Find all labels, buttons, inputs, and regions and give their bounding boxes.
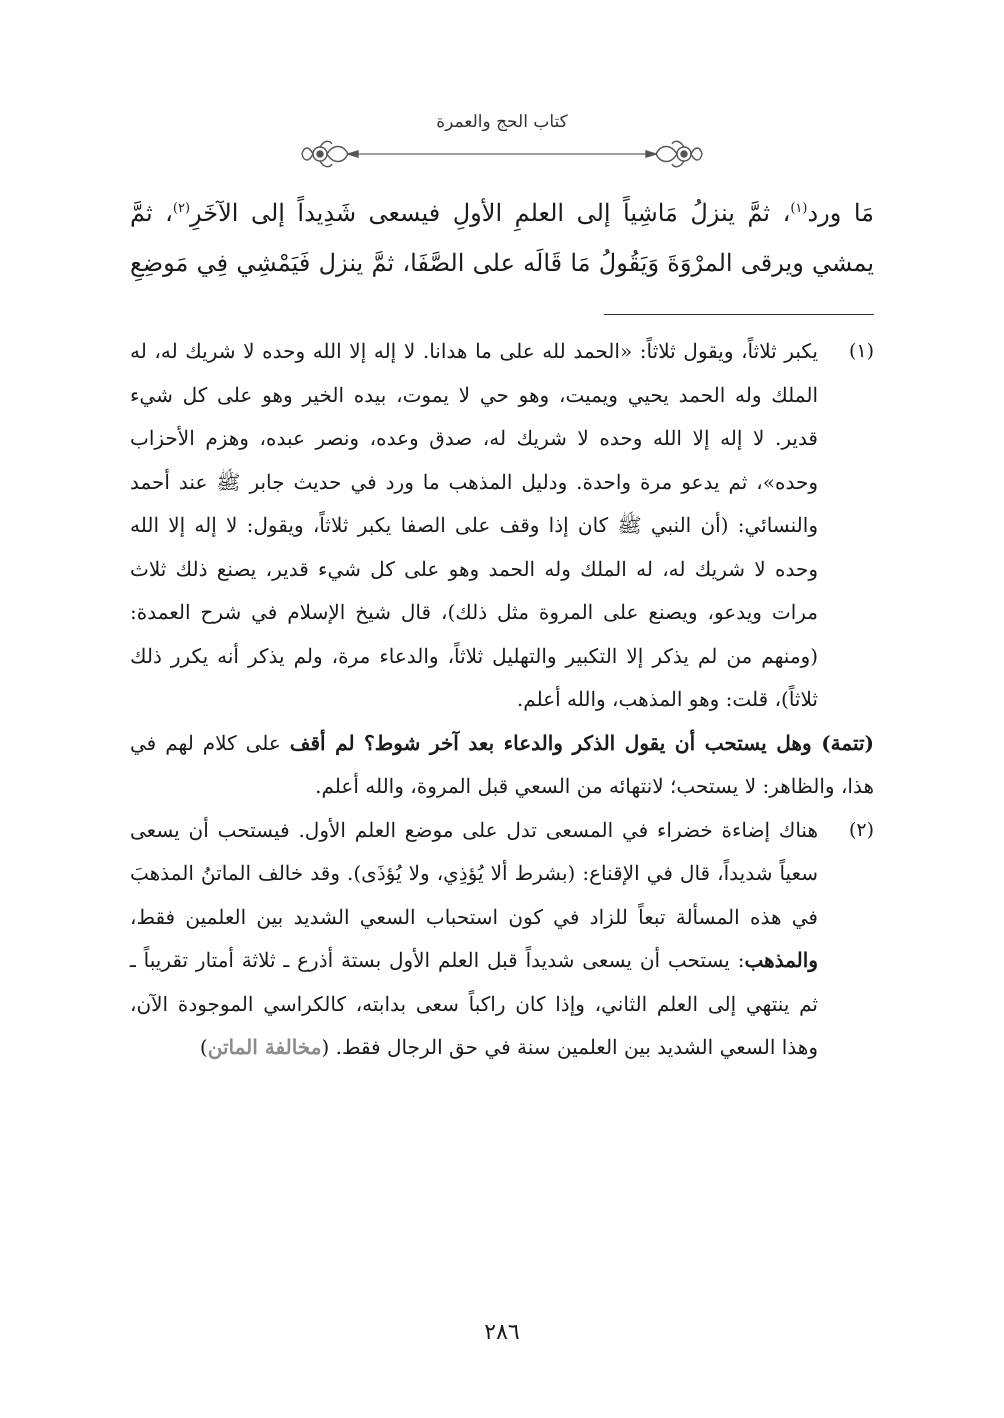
tatimma-text: على كلام لهم في هذا، والظاهر: لا يستحب؛ لانتهائه من السعي قبل المروة، والله أعلم. xyxy=(130,730,874,798)
main-text xyxy=(130,188,874,288)
footnote-1 xyxy=(130,330,874,809)
main-line-1-part-c: ، ثمَّ xyxy=(130,199,173,227)
footnote-1-text: يكبر ثلاثاً، ويقول ثلاثاً: «الحمد لله على ما هدانا. لا إله إلا الله وحده لا شريك له، له الملك وله الحمد يحيي ويميت، وهو حي لا يموت، بيده الخير وهو على كل شيء قدير. لا إله إلا الله وحده لا شريك له، صدق وعده، ونصر عبده، وهزم الأحزاب وحده»، ثم يدعو مرة واحدة. ودليل المذهب ما ورد في حديث جابر ﷺ عند أحمد والنسائي: (أن النبي ﷺ كان إذا وقف على الصفا يكبر ثلاثاً، ويقول: لا إله إلا الله وحده لا شريك له، له الملك وله الحمد وهو على كل شيء قدير، يصنع ذلك ثلاث مرات ويدعو، ويصنع على المروة مثل ذلك)، قال شيخ الإسلام في شرح العمدة: (ومنهم من لم يذكر إلا التكبير والتهليل ثلاثاً، والدعاء مرة، ولم يذكر أنه يكرر ذلك ثلاثاً)، قلت: وهو المذهب، والله أعلم. xyxy=(130,339,819,711)
footnote-1-tatimma xyxy=(130,722,874,809)
footnote-2-text-a: هناك إضاءة خضراء في المسعى تدل على موضع العلم الأول. فيستحب أن يسعى سعياً شديداً، قال في الإقناع: (بشرط ألا يُؤذِي، ولا يُؤذَى). وقد خالف الماتنُ المذهبَ في هذه المسألة تبعاً للزاد في كون استحباب السعي الشديد بين العلمين فقط، xyxy=(130,817,818,929)
header-ornament-icon xyxy=(300,134,704,174)
main-line-2: يمشي ويرقى المرْوَةَ وَيَقُولُ مَا قَالَه على الصَّفَا، ثمَّ ينزل فَيَمْشِي فِي مَوضِعِ xyxy=(130,249,874,277)
footnote-2-text-c: ) xyxy=(199,1035,208,1059)
tatimma-heading: (تتمة) وهل يستحب أن يقول الذكر والدعاء بعد آخر شوط؟ لم أقف xyxy=(289,730,875,755)
page-header xyxy=(300,112,704,172)
footnote-ref-1[interactable]: (١) xyxy=(790,201,808,216)
footnote-2-muted-label: مخالفة الماتن xyxy=(207,1035,322,1059)
footnote-2-bold: والمذهب xyxy=(744,948,818,972)
main-line-1 xyxy=(130,188,874,238)
footnotes xyxy=(130,330,874,1070)
footnote-1-number: (١) xyxy=(848,340,874,362)
footnote-2-number: (٢) xyxy=(848,818,874,841)
page-number: ٢٨٦ xyxy=(484,1320,520,1345)
main-line-1-part-b: ، ثمَّ ينزلُ مَاشِياً إلى العلمِ الأولِ فيسعى شَدِيداً إلى الآخَرِ xyxy=(190,199,791,227)
main-line-1-part-a: مَا ورد xyxy=(807,199,874,227)
footnote-2-text-b: : يستحب أن يسعى شديداً قبل العلم الأول بستة أذرع ـ ثلاثة أمتار تقريباً ـ ثم ينتهي إلى العلم الثاني، وإذا كان راكباً سعى بدابته، كالكراسي الموجودة الآن، وهذا السعي الشديد بين العلمين سنة في حق الرجال فقط. ( xyxy=(130,948,818,1059)
footnote-2-text xyxy=(130,809,818,1070)
footnote-separator xyxy=(604,314,874,315)
footnote-ref-2[interactable]: (٢) xyxy=(172,201,191,216)
header-title: كتاب الحج والعمرة xyxy=(436,112,568,132)
footnote-2 xyxy=(130,809,874,1070)
